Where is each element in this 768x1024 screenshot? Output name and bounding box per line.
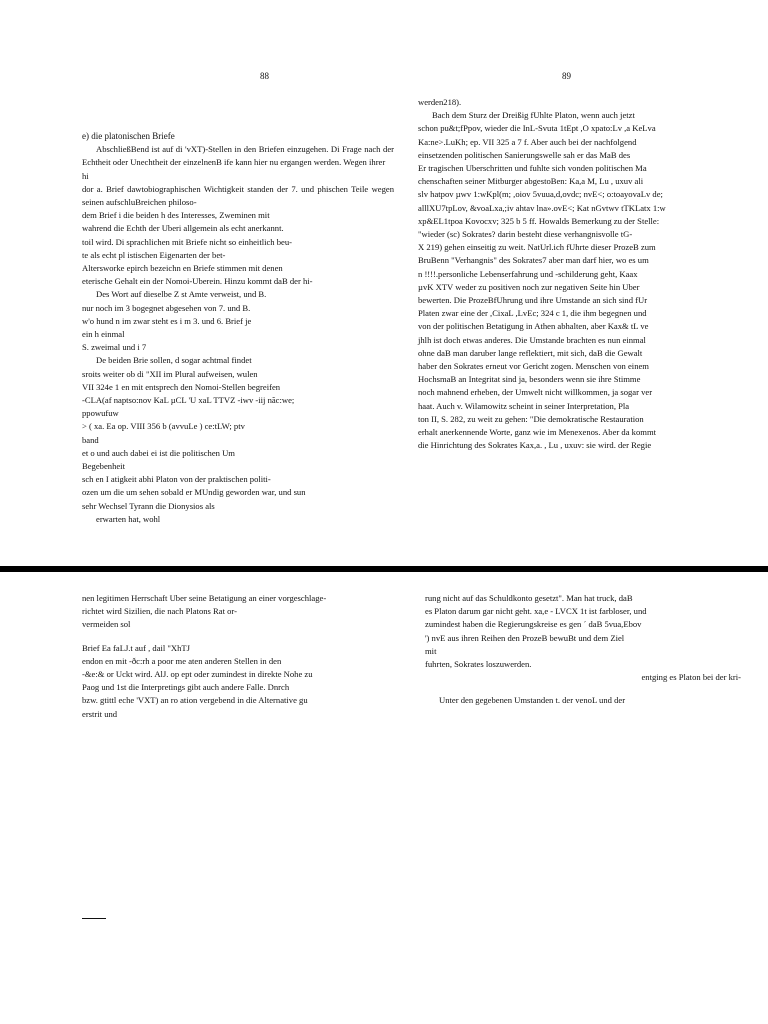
text-line: HochsmaB an Integritat sind ja, besonders wenn sie ihre Stimme — [418, 374, 641, 385]
text-line: eterische Gehalt ein der Nomoi-Uberein. Hinzu kommt daB der hi- — [82, 276, 313, 287]
text-line: -&e:& or Uckt wird. AlJ. op ept oder zumindest in direkte Nohe zu — [82, 669, 313, 680]
text-line: erstrit und — [82, 708, 118, 719]
text-line: Er tragischen Uberschritten und fuhlte sich vonden politischen Ma — [418, 163, 647, 174]
text-line: slv hatpov µwv 1:wKpl(m; ,oiov 5vuua,d,ovdc; nvE<; o:toayovaLv de; — [418, 189, 663, 200]
text-line: Ka:ne>.LuKh; ep. VII 325 a 7 f. Aber auch bei der nachfolgend — [418, 136, 637, 147]
paragraph-gap — [82, 632, 394, 642]
section-heading: e) die platonischen Briefe — [82, 131, 175, 141]
paragraph-gap — [425, 684, 741, 694]
text-line: -CLA(af naptso:nov KaL µCL 'U xaL TTVZ -iwv -iij nãc:we; — [82, 395, 295, 406]
text-line: jhlh ist doch etwas anderes. Die Umstande brachten es nun einmal — [418, 334, 646, 345]
text-line: > ( xa. Ea op. VIII 356 b (avvuLe ) ce:tLW; ptv — [82, 421, 245, 432]
text-line: X 219) gehen einseitig zu weit. NatUrl.ich fUhrte dieser ProzeB zum — [418, 242, 656, 253]
text-line: mit — [425, 645, 437, 656]
text-line: dor a. Brief dawtobiographischen Wichtigkeit standen der 7. und phischen Teile wegen seinen aufschluBreichen philoso- — [82, 183, 394, 208]
text-line: dem Brief i die beiden h des Interesses, Zweminen mit — [82, 210, 270, 221]
text-line: te als echt pl istischen Eigenarten der bet- — [82, 249, 226, 260]
lower-right-text — [425, 592, 741, 708]
text-line: ohne daB man daruber lange reflektiert, mit sich, daB die Gewalt — [418, 347, 643, 358]
text-line: ') nvE aus ihren Reihen den ProzeB bewuBt und dem Ziel — [425, 632, 625, 643]
text-line: BruBenn "Verhangnis" des Sokrates7 aber man darf hier, wo es um — [418, 255, 649, 266]
text-line: fuhrten, Sokrates loszuwerden. — [425, 659, 532, 670]
text-line: ozen um die um sehen sobald er MUndig geworden war, und sun — [82, 487, 306, 498]
text-line: Begebenheit — [82, 461, 125, 472]
text-line: endon en mit -ðc:rh a poor me aten anderen Stellen in den — [82, 655, 282, 666]
text-line: et o und auch dabei ei ist die politischen Um — [82, 447, 235, 458]
text-line: von der politischen Betatigung in Athen abhalten, aber Kax& tL ve — [418, 321, 649, 332]
right-page-number: 89 — [562, 71, 571, 81]
text-line: vermeiden sol — [82, 619, 131, 630]
left-page-number: 88 — [260, 71, 269, 81]
text-line: Des Wort auf dieselbe Z st Amte verweist, und B. — [96, 289, 267, 300]
text-line: werden218). — [418, 97, 462, 107]
text-line: AbschließBend ist auf di 'vXT)-Stellen in den Briefen einzugehen. Di Frage nach der Echtheit oder Unechtheit der einzelnenB ife kann hier nu ergangen werden. Wegen ihrer — [82, 144, 394, 168]
text-line: nen legitimen Herrschaft Uber seine Betatigung an einer vorgeschlage- — [82, 593, 327, 603]
text-line: "wieder (sc) Sokrates? darin besteht diese verhangnisvolle tG- — [418, 229, 633, 240]
text-line: sehr Wechsel Tyrann die Dionysios als — [82, 500, 215, 511]
text-line: n !!!!.personliche Lebenserfahrung und -schilderung geht, Kaax — [418, 268, 638, 279]
text-line: µvK XTV weder zu positiven noch zur negativen Seite hin Uber — [418, 281, 640, 292]
text-line: Unter den gegebenen Umstanden t. der venoL und der — [439, 695, 626, 706]
text-line: toil wird. Di sprachlichen mit Briefe nicht so einheitlich beu- — [82, 236, 293, 247]
right-page-text — [418, 96, 740, 452]
text-line: Brief Ea faLJ.t auf , dail "XhTJ — [82, 642, 191, 653]
text-line: erwarten hat, wohl — [96, 513, 161, 524]
text-line: entging es Platon bei der kri- — [641, 672, 741, 683]
text-line: Altersworke epirch bezeichn en Briefe stimmen mit denen — [82, 263, 283, 274]
text-line: einsetzenden politischen Sanierungswelle sah er das MaB des — [418, 149, 631, 160]
text-line: zumindest haben die Regierungskreise es gen ´ daB 5vua,Ebov — [425, 619, 642, 630]
text-line: hi — [82, 170, 89, 181]
text-line: VII 324e 1 en mit entsprech den Nomoi-Stellen begreifen — [82, 381, 281, 392]
text-line: wahrend die Echth der Uberi allgemein als echt anerkannt. — [82, 223, 284, 234]
text-line: sroits weiter ob di "XII im Plural aufweisen, wulen — [82, 368, 258, 379]
text-line: ppowufuw — [82, 408, 119, 419]
text-line: Platen zwar eine der ,CixaL ,LvEc; 324 c 1, die ihm begegnen und — [418, 308, 647, 319]
text-line: band — [82, 434, 99, 445]
text-line: es Platon darum gar nicht geht. xa,e - LVCX 1t ist farbloser, und — [425, 606, 647, 617]
text-line: Paog und 1st die Interpretings gibt auch andere Falle. Dnrch — [82, 682, 290, 693]
text-line: chenschaften seiner Mitburger abgestoBen: Ka,a M, Lu , uxuv ali — [418, 176, 644, 187]
text-line: ton II, S. 282, zu weit zu gehen: "Die demokratische Restauration — [418, 413, 644, 424]
text-line: bzw. gtittl eche 'VXT) an ro ation vergebend in die Alternative gu — [82, 695, 308, 706]
text-line: rung nicht auf das Schuldkonto gesetzt". Man hat truck, daB — [425, 593, 633, 603]
text-line: xp&EL1tpoa Kovocxv; 325 b 5 ff. Howalds Bemerkung zu der Stelle: — [418, 215, 660, 226]
footnote-rule — [82, 918, 106, 919]
text-line: w'o hund n im zwar steht es i m 3. und 6. Brief je — [82, 315, 252, 326]
text-line: haat. Auch v. Wilamowitz scheint in seiner Interpretation, Pla — [418, 400, 630, 411]
text-line: erhalt anerkennende Worte, ganz wie im Menexenos. Aber da kommt — [418, 427, 657, 438]
text-line: richtet wird Sizilien, die nach Platons Rat or- — [82, 606, 237, 617]
left-page-text — [82, 130, 394, 526]
text-line: die Hinrichtung des Sokrates Kax,a. , Lu , uxuv: sie wird. der Regie — [418, 440, 652, 451]
text-line: Bach dem Sturz der Dreißig fUhlte Platon, wenn auch jetzt — [432, 110, 635, 121]
text-line: alllXU7tpLov, &voaLxa,;iv ahtav lna».ovE<; Kat nGvtwv tTKLatx 1:w — [418, 202, 666, 213]
lower-left-text — [82, 592, 394, 721]
bottom-page-spread — [0, 572, 768, 1024]
text-line: De beiden Brie sollen, d sogar achtmal findet — [96, 355, 252, 366]
text-line: haber den Sokrates erneut vor Gericht zogen. Menschen von einem — [418, 361, 649, 372]
text-line: nur noch im 3 bogegnet abgesehen von 7. und B. — [82, 302, 251, 313]
text-line: bewerten. Die ProzeBfUhrung und ihre Umstande an sich sind fUr — [418, 295, 648, 306]
text-line: ein h einmal — [82, 329, 125, 340]
text-line: noch mahnend erheben, der Umwelt nicht willkommen, ja sogar ver — [418, 387, 653, 398]
text-line: S. zweimal und i 7 — [82, 342, 147, 353]
text-line: schon pu&t;fPpov, wieder die InL-Svuta 1tEpt ,O xpato:Lv ,a KeLva — [418, 123, 656, 134]
text-line: sch en I atigkeit abhi Platon von der praktischen politi- — [82, 474, 271, 485]
